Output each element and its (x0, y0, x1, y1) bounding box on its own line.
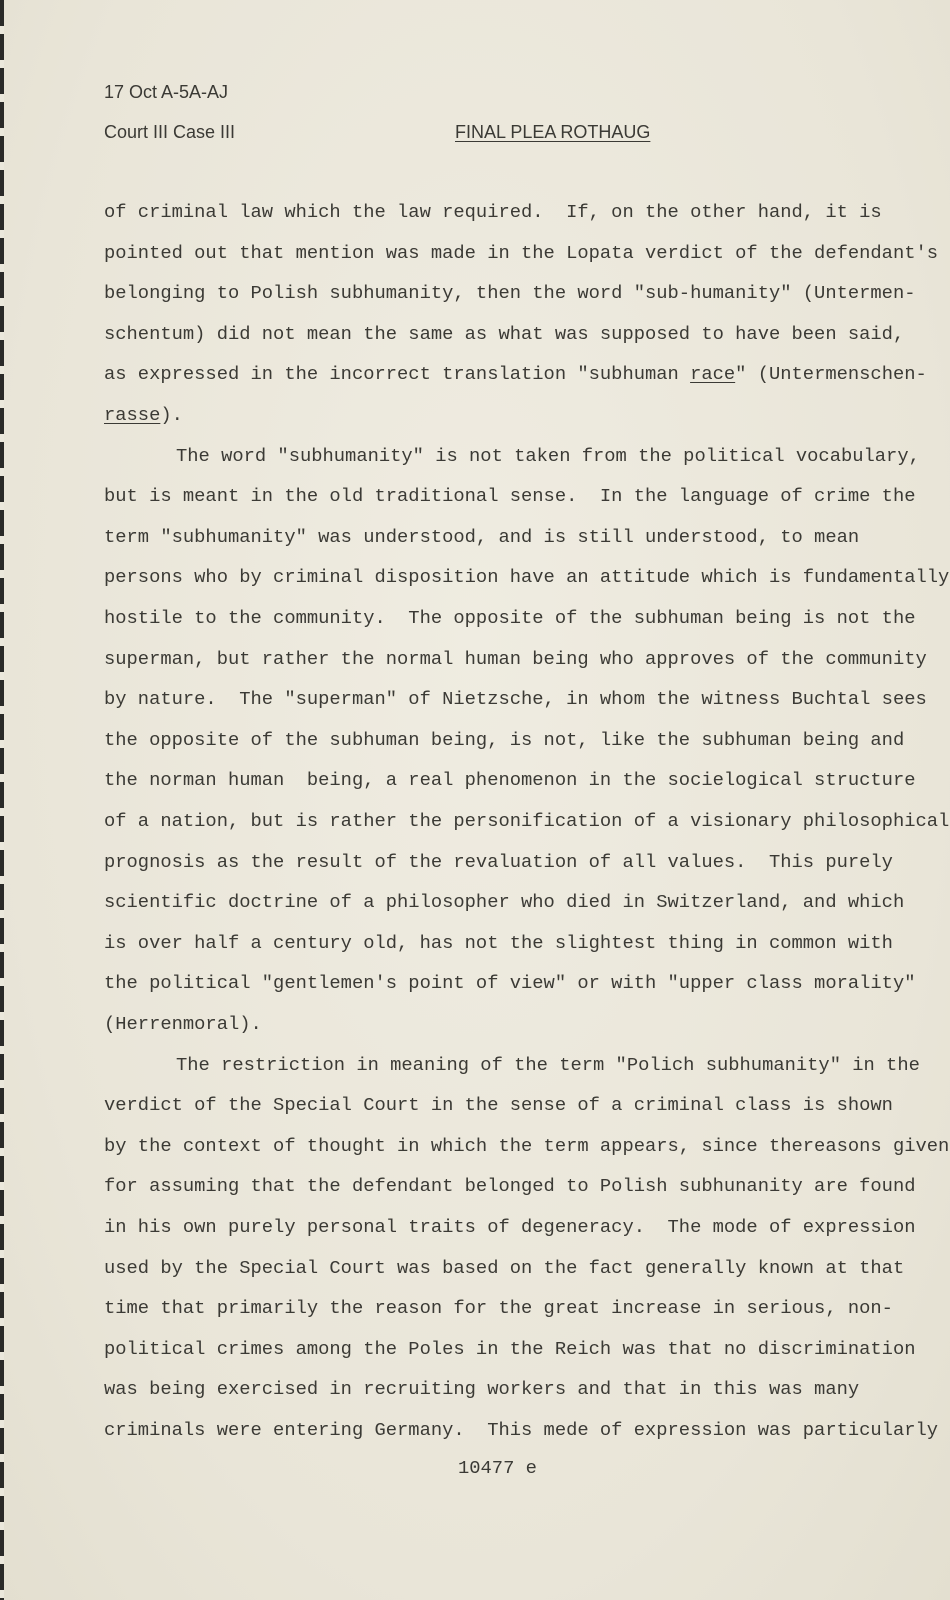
underlined-word: race (690, 363, 736, 386)
text-line (104, 1419, 938, 1441)
text-line-content: verdict of the Special Court in the sense of a criminal class is shown (104, 1094, 893, 1117)
text-line (104, 485, 915, 507)
text-line (104, 729, 904, 751)
text-line (104, 242, 938, 264)
text-line (104, 688, 927, 710)
text-line (104, 851, 893, 873)
text-line-content: criminals were entering Germany. This mede of expression was particularly (104, 1419, 939, 1441)
text-line (104, 1094, 893, 1116)
text-line (104, 363, 927, 385)
text-line-content: scientific doctrine of a philosopher who died in Switzerland, and which (104, 891, 905, 914)
text-line (104, 1135, 949, 1157)
underlined-word: rasse (104, 404, 161, 426)
text-line-content: hostile to the community. The opposite of the subhuman being is not the (104, 607, 916, 629)
text-line-content: superman, but rather the normal human being who approves of the community (104, 647, 927, 670)
text-line-content: pointed out that mention was made in the Lopata verdict of the defendant's (104, 241, 939, 264)
court-case-label: Court III Case III (104, 122, 236, 142)
text-line-content: is over half a century old, has not the slightest thing in common with (104, 931, 893, 954)
text-line-content: The restriction in meaning of the term "Polich subhumanity" in the (176, 1053, 920, 1076)
text-line (104, 1297, 893, 1319)
text-line-content: political crimes among the Poles in the Reich was that no discrimination (104, 1337, 916, 1360)
text-line-content: of criminal law which the law required. If, on the other hand, it is (104, 201, 882, 223)
text-line (104, 1338, 915, 1360)
page-edge-binding (0, 0, 4, 1600)
text-line (104, 404, 183, 426)
text-line-content: term "subhumanity" was understood, and is still understood, to mean (104, 525, 860, 548)
text-line (104, 1175, 915, 1197)
text-line-content: in his own purely personal traits of degeneracy. The mode of expression (104, 1216, 916, 1238)
text-line-content: the opposite of the subhuman being, is not, like the subhuman being and (104, 728, 905, 751)
text-line (104, 972, 915, 994)
text-line-content: time that primarily the reason for the great increase in serious, non- (104, 1297, 893, 1320)
text-line-content: for assuming that the defendant belonged to Polish subhunanity are found (104, 1175, 916, 1198)
text-line (104, 932, 893, 954)
text-line-content: prognosis as the result of the revaluation of all values. This purely (104, 850, 893, 873)
text-line (104, 607, 915, 629)
document-title: FINAL PLEA ROTHAUG (455, 122, 651, 142)
text-line-content: as expressed in the incorrect translation "subhuman (104, 363, 691, 386)
text-line (104, 1013, 262, 1035)
text-line-content: by nature. The "superman" of Nietzsche, in whom the witness Buchtal sees (104, 688, 927, 711)
text-line (104, 1257, 904, 1279)
text-line (176, 445, 920, 467)
text-line-content: schentum) did not mean the same as what was supposed to have been said, (104, 322, 905, 345)
text-line-content: belonging to Polish subhumanity, then the word "sub-humanity" (Untermen- (104, 282, 916, 305)
text-line-content: of a nation, but is rather the personification of a visionary philosophical (104, 810, 950, 832)
text-line (104, 810, 949, 832)
text-line (176, 1054, 920, 1076)
text-line-continuation: " (Untermenschen- (735, 363, 927, 386)
text-line (104, 201, 882, 223)
text-line (104, 1378, 859, 1400)
document-reference: 17 Oct A-5A-AJ (104, 82, 229, 102)
text-line-content: the norman human being, a real phenomenon in the socielogical structure (104, 769, 916, 792)
text-line (104, 323, 904, 345)
text-line-content: The word "subhumanity" is not taken from the political vocabulary, (176, 444, 920, 467)
text-line-content: (Herrenmoral). (104, 1013, 262, 1035)
text-line-content: by the context of thought in which the term appears, since thereasons given (104, 1134, 950, 1157)
text-line (104, 891, 904, 913)
text-line (104, 282, 915, 304)
text-line (104, 566, 949, 588)
page-number: 10477 e (458, 1457, 537, 1479)
text-line (104, 526, 859, 548)
text-line-content: used by the Special Court was based on the fact generally known at that (104, 1256, 905, 1279)
text-line-content: persons who by criminal disposition have an attitude which is fundamentally (104, 566, 950, 589)
text-line-continuation: ). (160, 404, 183, 426)
text-line (104, 648, 927, 670)
text-line (104, 769, 915, 791)
text-line (104, 1216, 915, 1238)
text-line-content: but is meant in the old traditional sense. In the language of crime the (104, 485, 916, 508)
text-line-content: the political "gentlemen's point of view" or with "upper class morality" (104, 972, 916, 995)
text-line-content: was being exercised in recruiting workers and that in this was many (104, 1378, 860, 1401)
